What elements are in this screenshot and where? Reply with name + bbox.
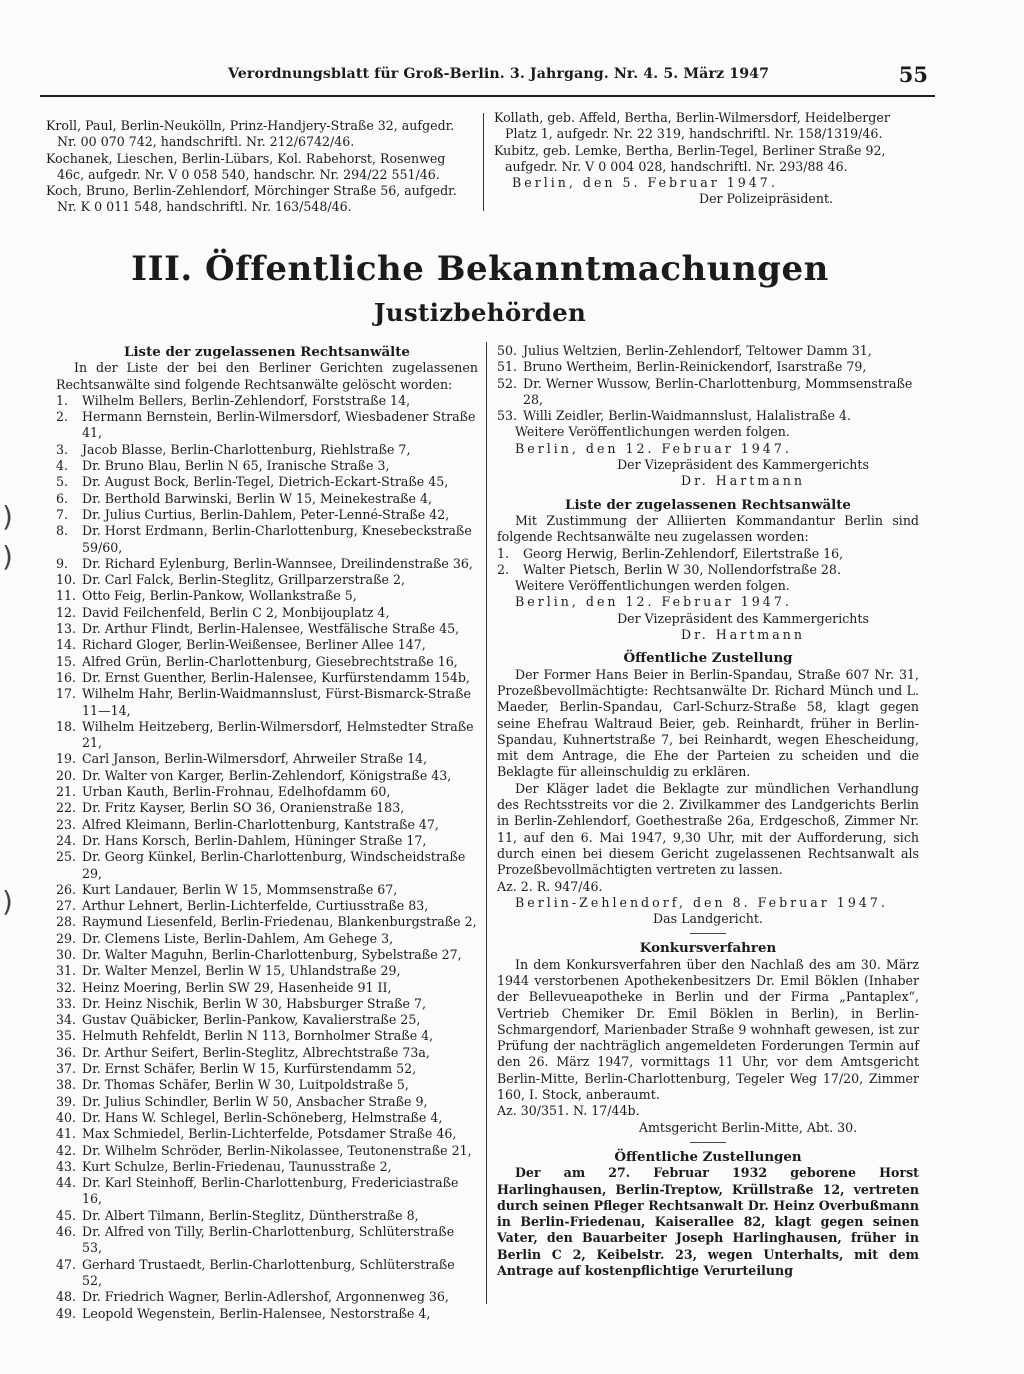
list-item	[497, 546, 919, 562]
list-item: Kroll, Paul, Berlin-Neukölln, Prinz-Handjery-Straße 32, aufgedr. Nr. 00 070 742, handschriftl. Nr. 212/6742/46.	[46, 118, 455, 150]
item-text: Wilhelm Heitzeberg, Berlin-Wilmersdorf, Helmstedter Straße 21,	[82, 718, 474, 751]
item-number: 29.	[56, 930, 77, 946]
right-column	[497, 343, 919, 1279]
item-text: Richard Gloger, Berlin-Weißensee, Berliner Allee 147,	[82, 637, 426, 653]
margin-mark: )	[2, 500, 13, 533]
separator-rule	[690, 1142, 726, 1143]
item-number: 21.	[56, 784, 77, 800]
list-item	[56, 980, 478, 996]
item-text: Dr. Hans Korsch, Berlin-Dahlem, Hüninger Straße 17,	[82, 832, 427, 848]
list-item	[56, 1061, 478, 1077]
item-number: 48.	[56, 1289, 77, 1305]
section-heading: Öffentliche Zustellungen	[614, 1148, 802, 1165]
date-line: Berlin, den 12. Februar 1947.	[515, 440, 792, 456]
list-item	[56, 1077, 478, 1093]
item-text: Alfred Kleimann, Berlin-Charlottenburg, Kantstraße 47,	[82, 816, 439, 832]
item-text: Dr. Werner Wussow, Berlin-Charlottenburg, Mommsenstraße 28,	[523, 375, 913, 407]
list-item	[56, 605, 478, 621]
item-number: 45.	[56, 1207, 77, 1223]
item-text: Dr. Walter von Karger, Berlin-Zehlendorf, Königstraße 43,	[82, 767, 452, 783]
item-number: 20.	[56, 767, 77, 783]
item-number: 10.	[56, 572, 77, 588]
item-text: Gerhard Trustaedt, Berlin-Charlottenburg, Schlüterstraße 52,	[82, 1256, 455, 1288]
item-number: 44.	[56, 1175, 77, 1191]
item-number: 43.	[56, 1158, 77, 1174]
item-text: Dr. Alfred von Tilly, Berlin-Charlottenburg, Schlüterstraße 53,	[82, 1224, 455, 1256]
item-number: 51.	[497, 359, 518, 375]
list-item: Kubitz, geb. Lemke, Bertha, Berlin-Tegel, Berliner Straße 92, aufgedr. Nr. V 0 004 028, handschriftl. Nr. 293/88 46.	[494, 142, 886, 174]
separator-rule	[690, 933, 726, 934]
item-number: 19.	[56, 751, 77, 767]
list-item	[56, 393, 478, 409]
list-item	[56, 833, 478, 849]
list-item	[56, 523, 478, 556]
list-item	[56, 588, 478, 604]
item-text: Dr. Berthold Barwinski, Berlin W 15, Meinekestraße 4,	[82, 490, 432, 506]
reference: Az. 2. R. 947/46.	[497, 878, 603, 894]
item-text: Dr. Julius Schindler, Berlin W 50, Ansbacher Straße 9,	[82, 1093, 428, 1109]
item-number: 12.	[56, 604, 77, 620]
item-text: Dr. Ernst Guenther, Berlin-Halensee, Kurfürstendamm 154b,	[82, 669, 470, 685]
item-number: 13.	[56, 621, 77, 637]
list-item	[56, 507, 478, 523]
notice-paragraph: Der am 27. Februar 1932 geborene Horst Harlinghausen, Berlin-Treptow, Krüllstraße 12, vertreten durch seinen Pfleger Rechtsanwalt Dr. Heinz Overbußmann in Berlin-Friedenau, Kaiserallee 82, klagt gegen seinen Vater, den Bauarbeiter Joseph Harlinghausen, früher in Berlin C 2, Keibelstr. 23, wegen Unterhalts, mit dem Antrage auf kostenpflichtige Verurteilung	[497, 1165, 919, 1279]
list-item: Kochanek, Lieschen, Berlin-Lübars, Kol. Rabehorst, Rosenweg 46c, aufgedr. Nr. V 0 058 540, handschr. Nr. 294/22 551/46.	[46, 150, 446, 182]
list-item	[56, 1110, 478, 1126]
list-item	[56, 882, 478, 898]
list-item	[56, 800, 478, 816]
list-item	[56, 458, 478, 474]
left-column	[56, 344, 478, 1322]
item-text: Georg Herwig, Berlin-Zehlendorf, Eilertstraße 16,	[523, 545, 844, 561]
item-number: 41.	[56, 1126, 77, 1142]
item-text: Walter Pietsch, Berlin W 30, Nollendorfstraße 28.	[523, 561, 841, 577]
item-text: Julius Weltzien, Berlin-Zehlendorf, Teltower Damm 31,	[523, 343, 872, 358]
list-item	[56, 817, 478, 833]
item-number: 46.	[56, 1224, 77, 1240]
item-text: Dr. Arthur Flindt, Berlin-Halensee, Westfälische Straße 45,	[82, 621, 460, 637]
list-item	[56, 474, 478, 490]
item-text: Wilhelm Hahr, Berlin-Waidmannslust, Fürst-Bismarck-Straße 11—14,	[82, 686, 471, 718]
admitted-lawyers-list	[497, 546, 919, 579]
list-item	[56, 931, 478, 947]
item-number: 38.	[56, 1077, 77, 1093]
list-item: Koch, Bruno, Berlin-Zehlendorf, Mörchinger Straße 56, aufgedr. Nr. K 0 011 548, handschriftl. Nr. 163/548/46.	[46, 183, 457, 215]
item-text: Kurt Schulze, Berlin-Friedenau, Taunusstraße 2,	[82, 1158, 392, 1174]
item-text: Dr. August Bock, Berlin-Tegel, Dietrich-Eckart-Straße 45,	[82, 474, 449, 490]
date-line: Berlin-Zehlendorf, den 8. Februar 1947.	[515, 894, 888, 910]
section-heading: Liste der zugelassenen Rechtsanwälte	[124, 344, 410, 360]
list-item	[56, 637, 478, 653]
item-number: 39.	[56, 1093, 77, 1109]
list-item	[56, 1306, 478, 1322]
item-number: 26.	[56, 881, 77, 897]
item-number: 15.	[56, 653, 77, 669]
item-number: 49.	[56, 1305, 77, 1321]
list-item	[56, 670, 478, 686]
list-item	[56, 1159, 478, 1175]
item-number: 28.	[56, 914, 77, 930]
item-text: Dr. Walter Menzel, Berlin W 15, Uhlandstraße 29,	[82, 963, 401, 979]
item-text: Willi Zeidler, Berlin-Waidmannslust, Halalistraße 4.	[523, 408, 851, 424]
signature-name: Dr. Hartmann	[681, 473, 805, 489]
list-item	[56, 1289, 478, 1305]
signature-name: Dr. Hartmann	[681, 627, 805, 643]
list-item	[497, 359, 919, 375]
item-text: Dr. Richard Eylenburg, Berlin-Wannsee, Dreilindenstraße 36,	[82, 555, 473, 571]
item-text: Dr. Arthur Seifert, Berlin-Steglitz, Albrechtstraße 73a,	[82, 1044, 430, 1060]
list-item	[56, 1126, 478, 1142]
list-item	[56, 1028, 478, 1044]
list-item	[56, 1094, 478, 1110]
deleted-lawyers-list	[56, 393, 478, 1322]
list-item	[56, 621, 478, 637]
item-number: 52.	[497, 375, 518, 391]
margin-mark: )	[2, 885, 13, 918]
intro-paragraph: Mit Zustimmung der Alliierten Kommandantur Berlin sind folgende Rechtsanwälte neu zugelassen worden:	[497, 512, 919, 545]
item-number: 50.	[497, 343, 518, 358]
item-number: 1.	[497, 545, 510, 561]
list-item	[56, 1143, 478, 1159]
section-heading: Konkursverfahren	[639, 940, 777, 957]
section-heading: Öffentliche Zustellung	[623, 650, 793, 667]
more-notice: Weitere Veröffentlichungen werden folgen.	[515, 578, 790, 594]
list-item	[56, 1257, 478, 1290]
page-header	[228, 62, 928, 94]
item-text: Dr. Bruno Blau, Berlin N 65, Iranische Straße 3,	[82, 458, 390, 474]
item-number: 9.	[56, 555, 69, 571]
item-number: 32.	[56, 979, 77, 995]
item-text: David Feilchenfeld, Berlin C 2, Monbijouplatz 4,	[82, 604, 390, 620]
margin-mark: )	[2, 540, 13, 573]
item-text: Dr. Carl Falck, Berlin-Steglitz, Grillparzerstraße 2,	[82, 572, 405, 588]
list-item	[497, 343, 919, 359]
list-item: Kollath, geb. Affeld, Bertha, Berlin-Wilmersdorf, Heidelberger Platz 1, aufgedr. Nr. 22 319, handschriftl. Nr. 158/1319/46.	[494, 110, 890, 142]
item-text: Raymund Liesenfeld, Berlin-Friedenau, Blankenburgstraße 2,	[82, 914, 477, 930]
item-text: Max Schmiedel, Berlin-Lichterfelde, Potsdamer Straße 46,	[82, 1126, 457, 1142]
list-item	[56, 751, 478, 767]
item-number: 24.	[56, 832, 77, 848]
list-item	[56, 768, 478, 784]
item-number: 36.	[56, 1044, 77, 1060]
item-number: 7.	[56, 506, 69, 522]
item-number: 2.	[56, 409, 69, 425]
item-text: Dr. Heinz Nischik, Berlin W 30, Habsburger Straße 7,	[82, 995, 427, 1011]
item-number: 25.	[56, 849, 77, 865]
list-item	[56, 1012, 478, 1028]
item-text: Leopold Wegenstein, Berlin-Halensee, Nestorstraße 4,	[82, 1305, 431, 1321]
notice-paragraph: In dem Konkursverfahren über den Nachlaß des am 30. März 1944 verstorbenen Apothekenbesitzers Dr. Emil Böklen (Inhaber der Bellevueapotheke in Berlin und der Firma „Pantaplex“, Vertrieb Chemiker Dr. Emil Böklen in Berlin), in Berlin-Schmargendorf, Marienbader Straße 9 wohnhaft gewesen, ist zur Prüfung der nachträglich angemeldeten Forderungen Termin auf den 26. März 1947, vormittags 11 Uhr, vor dem Amtsgericht Berlin-Mitte, Berlin-Charlottenburg, Tegeler Weg 17/20, Zimmer 160, I. Stock, anberaumt.	[497, 956, 919, 1103]
list-item	[56, 654, 478, 670]
item-text: Carl Janson, Berlin-Wilmersdorf, Ahrweiler Straße 14,	[82, 751, 428, 767]
reference: Az. 30/351. N. 17/44b.	[497, 1103, 640, 1119]
item-text: Dr. Albert Tilmann, Berlin-Steglitz, Düntherstraße 8,	[82, 1207, 419, 1223]
item-number: 53.	[497, 408, 518, 424]
item-number: 27.	[56, 898, 77, 914]
list-item	[56, 1175, 478, 1208]
section-subtitle: Justizbehörden	[373, 298, 587, 327]
item-number: 30.	[56, 946, 77, 962]
item-text: Dr. Fritz Kayser, Berlin SO 36, Oranienstraße 183,	[82, 800, 405, 816]
more-notice: Weitere Veröffentlichungen werden folgen.	[515, 424, 790, 440]
notice-paragraph: Der Former Hans Beier in Berlin-Spandau, Straße 607 Nr. 31, Prozeßbevollmächtigte: Rechtsanwälte Dr. Richard Münch und L. Maeder, Berlin-Spandau, Carl-Schurz-Straße 58, klagt gegen seine Ehefrau Waltraud Beier, geb. Reinhardt, früher in Berlin-Spandau, Kuhnertstraße 7, bei Reinhardt, wegen Ehescheidung, mit dem Antrage, die Ehe der Parteien zu scheiden und die Beklagte für alleinschuldig zu erklären.	[497, 666, 919, 780]
list-item	[56, 556, 478, 572]
item-number: 4.	[56, 458, 69, 474]
column-divider	[483, 113, 484, 211]
item-number: 31.	[56, 963, 77, 979]
list-item	[497, 408, 919, 424]
item-number: 22.	[56, 800, 77, 816]
item-text: Alfred Grün, Berlin-Charlottenburg, Giesebrechtstraße 16,	[82, 653, 458, 669]
item-text: Dr. Thomas Schäfer, Berlin W 30, Luitpoldstraße 5,	[82, 1077, 409, 1093]
item-number: 2.	[497, 561, 510, 577]
list-item	[56, 491, 478, 507]
list-item	[56, 1045, 478, 1061]
item-number: 14.	[56, 637, 77, 653]
item-number: 37.	[56, 1061, 77, 1077]
item-number: 6.	[56, 490, 69, 506]
item-text: Bruno Wertheim, Berlin-Reinickendorf, Isarstraße 79,	[523, 359, 867, 375]
signature: Das Landgericht.	[653, 911, 763, 927]
item-text: Dr. Karl Steinhoff, Berlin-Charlottenburg, Fredericiastraße 16,	[82, 1175, 459, 1207]
item-text: Gustav Quäbicker, Berlin-Pankow, Kavalierstraße 25,	[82, 1012, 421, 1028]
list-item	[56, 1224, 478, 1257]
item-text: Wilhelm Bellers, Berlin-Zehlendorf, Forststraße 14,	[82, 392, 411, 408]
item-text: Dr. Clemens Liste, Berlin-Dahlem, Am Gehege 3,	[82, 930, 394, 946]
item-number: 16.	[56, 669, 77, 685]
item-text: Otto Feig, Berlin-Pankow, Wollankstraße 5,	[82, 588, 357, 604]
header-rule	[40, 95, 935, 97]
section-title: III. Öffentliche Bekanntmachungen	[131, 249, 829, 289]
item-text: Arthur Lehnert, Berlin-Lichterfelde, Curtiusstraße 83,	[82, 898, 429, 914]
item-number: 23.	[56, 816, 77, 832]
list-item	[56, 409, 478, 442]
header-title: Verordnungsblatt für Groß-Berlin. 3. Jahrgang. Nr. 4. 5. März 1947	[228, 66, 770, 82]
item-number: 11.	[56, 588, 77, 604]
item-number: 18.	[56, 718, 77, 734]
item-text: Hermann Bernstein, Berlin-Wilmersdorf, Wiesbadener Straße 41,	[82, 409, 476, 441]
item-number: 5.	[56, 474, 69, 490]
item-text: Helmuth Rehfeldt, Berlin N 113, Bornholmer Straße 4,	[82, 1028, 434, 1044]
item-number: 33.	[56, 995, 77, 1011]
list-item	[56, 947, 478, 963]
section-heading: Liste der zugelassenen Rechtsanwälte	[565, 496, 851, 513]
intro-paragraph: In der Liste der bei den Berliner Gerichten zugelassenen Rechtsanwälte sind folgende Rechtsanwälte gelöscht worden:	[56, 360, 478, 392]
item-number: 34.	[56, 1012, 77, 1028]
notice-paragraph: Der Kläger ladet die Beklagte zur mündlichen Verhandlung des Rechtsstreits vor die 2. Zivilkammer des Landgerichts Berlin in Berlin-Zehlendorf, Goethestraße 26a, Erdgeschoß, Zimmer Nr. 11, auf den 6. Mai 1947, 9,30 Uhr, mit der Aufforderung, sich durch einen bei diesem Gericht zugelassenen Rechtsanwalt als Prozeßbevollmächtigten vertreten zu lassen.	[497, 780, 919, 878]
list-item	[497, 376, 919, 409]
top-left-column	[46, 118, 470, 216]
list-item	[56, 686, 478, 719]
signature: Der Vizepräsident des Kammergerichts	[617, 457, 869, 473]
item-text: Heinz Moering, Berlin SW 29, Hasenheide 91 II,	[82, 979, 392, 995]
item-number: 47.	[56, 1256, 77, 1272]
list-item	[56, 572, 478, 588]
item-number: 40.	[56, 1109, 77, 1125]
list-item	[56, 963, 478, 979]
list-item	[56, 442, 478, 458]
item-text: Kurt Landauer, Berlin W 15, Mommsenstraße 67,	[82, 881, 398, 897]
list-item	[56, 1208, 478, 1224]
list-item	[56, 996, 478, 1012]
item-number: 1.	[56, 392, 69, 408]
item-text: Dr. Horst Erdmann, Berlin-Charlottenburg, Knesebeckstraße 59/60,	[82, 523, 472, 555]
date-line: Berlin, den 12. Februar 1947.	[515, 594, 792, 610]
top-right-column	[494, 110, 918, 208]
item-number: 35.	[56, 1028, 77, 1044]
signature: Der Vizepräsident des Kammergerichts	[617, 610, 869, 626]
deleted-lawyers-list-continued	[497, 343, 919, 424]
item-text: Dr. Walter Maguhn, Berlin-Charlottenburg, Sybelstraße 27,	[82, 946, 462, 962]
item-number: 17.	[56, 686, 77, 702]
item-number: 42.	[56, 1142, 77, 1158]
list-item	[56, 849, 478, 882]
item-text: Urban Kauth, Berlin-Frohnau, Edelhofdamm 60,	[82, 784, 391, 800]
item-text: Dr. Friedrich Wagner, Berlin-Adlershof, Argonnenweg 36,	[82, 1289, 449, 1305]
signature: Amtsgericht Berlin-Mitte, Abt. 30.	[638, 1119, 858, 1135]
item-text: Dr. Julius Curtius, Berlin-Dahlem, Peter-Lenné-Straße 42,	[82, 506, 450, 522]
item-number: 3.	[56, 441, 69, 457]
item-text: Dr. Hans W. Schlegel, Berlin-Schöneberg, Helmstraße 4,	[82, 1109, 443, 1125]
item-text: Dr. Georg Künkel, Berlin-Charlottenburg, Windscheidstraße 29,	[82, 849, 466, 881]
signature: Der Polizeipräsident.	[698, 191, 834, 207]
list-item	[56, 898, 478, 914]
item-text: Dr. Wilhelm Schröder, Berlin-Nikolassee, Teutonenstraße 21,	[82, 1142, 472, 1158]
item-text: Dr. Ernst Schäfer, Berlin W 15, Kurfürstendamm 52,	[82, 1061, 417, 1077]
column-divider	[486, 342, 487, 1304]
list-item	[56, 719, 478, 752]
list-item	[56, 914, 478, 930]
item-text: Jacob Blasse, Berlin-Charlottenburg, Riehlstraße 7,	[82, 441, 411, 457]
list-item	[497, 562, 919, 578]
date-line: Berlin, den 5. Februar 1947.	[512, 175, 778, 191]
list-item	[56, 784, 478, 800]
item-number: 8.	[56, 523, 69, 539]
page-number: 55	[898, 62, 928, 87]
